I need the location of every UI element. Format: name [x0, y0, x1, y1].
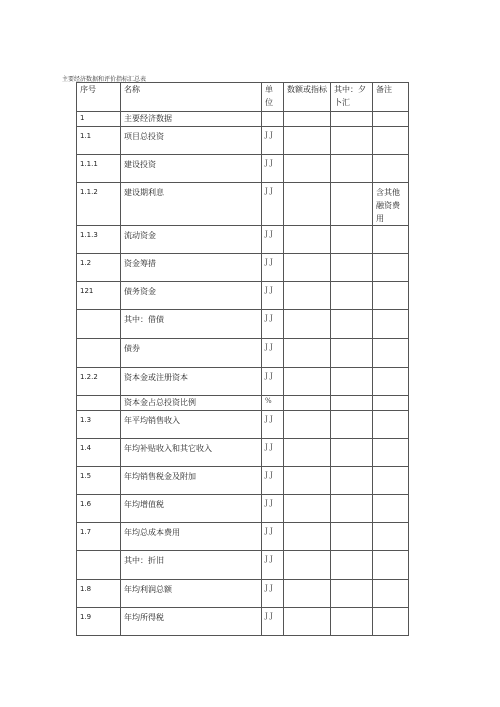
row-name: 主要经济数据 [121, 112, 262, 127]
row-amount [284, 155, 331, 183]
row-amount [284, 112, 331, 127]
row-sub [331, 467, 373, 495]
row-seq: 1 [77, 112, 121, 127]
row-sub [331, 439, 373, 467]
row-seq: 1.9 [77, 608, 121, 636]
header-sub: 其中：夕卜汇 [331, 83, 373, 112]
row-name: 年均总成本费用 [121, 523, 262, 551]
row-note [373, 523, 409, 551]
row-note [373, 439, 409, 467]
row-seq: 1.6 [77, 495, 121, 523]
row-unit: J J [262, 608, 284, 636]
row-seq: 1.7 [77, 523, 121, 551]
row-name: 年均利润总额 [121, 580, 262, 608]
row-seq [77, 310, 121, 339]
row-name: 债务资金 [121, 282, 262, 310]
table-body [77, 83, 409, 636]
row-seq: 1.8 [77, 580, 121, 608]
row-amount [284, 495, 331, 523]
summary-table [76, 82, 409, 636]
row-seq: 1.1.3 [77, 226, 121, 254]
row-sub [331, 580, 373, 608]
row-unit: J J [262, 155, 284, 183]
row-unit: J J [262, 310, 284, 339]
row-sub [331, 396, 373, 411]
header-unit: 单位 [262, 83, 284, 112]
row-sub [331, 411, 373, 439]
row-sub [331, 254, 373, 282]
row-amount [284, 254, 331, 282]
row-unit: J J [262, 411, 284, 439]
row-sub [331, 368, 373, 396]
row-sub [331, 495, 373, 523]
row-unit: J J [262, 282, 284, 310]
row-note [373, 112, 409, 127]
row-note [373, 396, 409, 411]
row-unit [262, 112, 284, 127]
row-name: 流动资金 [121, 226, 262, 254]
row-note [373, 467, 409, 495]
row-sub [331, 226, 373, 254]
row-amount [284, 183, 331, 226]
row-sub [331, 339, 373, 368]
row-seq: 121 [77, 282, 121, 310]
row-note [373, 339, 409, 368]
row-seq: 1.3 [77, 411, 121, 439]
header-amount: 数额或指标 [284, 83, 331, 112]
row-amount [284, 608, 331, 636]
row-note [373, 368, 409, 396]
row-note [373, 127, 409, 155]
row-sub [331, 127, 373, 155]
row-unit: J J [262, 127, 284, 155]
row-amount [284, 411, 331, 439]
row-amount [284, 580, 331, 608]
row-seq: 1.1.1 [77, 155, 121, 183]
row-note: 含其他融资费用 [373, 183, 409, 226]
table-row [77, 396, 409, 411]
row-note [373, 411, 409, 439]
table-row [77, 339, 409, 368]
row-sub [331, 523, 373, 551]
table-row [77, 282, 409, 310]
table-row [77, 467, 409, 495]
row-name: 债券 [121, 339, 262, 368]
table-row [77, 183, 409, 226]
row-name: 项目总投资 [121, 127, 262, 155]
row-unit: J J [262, 551, 284, 580]
row-amount [284, 282, 331, 310]
row-name: 其中：折旧 [121, 551, 262, 580]
row-note [373, 310, 409, 339]
table-row [77, 368, 409, 396]
row-note [373, 580, 409, 608]
row-name: 年均补贴收入和其它收入 [121, 439, 262, 467]
table-row [77, 580, 409, 608]
row-unit: J J [262, 368, 284, 396]
row-seq [77, 339, 121, 368]
row-seq: 1.4 [77, 439, 121, 467]
row-note [373, 226, 409, 254]
table-row [77, 155, 409, 183]
table-row [77, 127, 409, 155]
row-unit: J J [262, 467, 284, 495]
row-name: 资本金占总投资比例 [121, 396, 262, 411]
row-unit: J J [262, 439, 284, 467]
row-name: 其中：借债 [121, 310, 262, 339]
header-row [77, 83, 409, 112]
row-name: 建设期利息 [121, 183, 262, 226]
row-note [373, 282, 409, 310]
row-unit: J J [262, 523, 284, 551]
row-sub [331, 282, 373, 310]
row-name: 资本金或注册资本 [121, 368, 262, 396]
row-amount [284, 310, 331, 339]
header-note: 备注 [373, 83, 409, 112]
row-unit: % [262, 396, 284, 411]
row-sub [331, 608, 373, 636]
header-seq: 序号 [77, 83, 121, 112]
row-name: 建设投资 [121, 155, 262, 183]
row-seq: 1.5 [77, 467, 121, 495]
table-row [77, 112, 409, 127]
table-caption: 主要经济数据和评价指标汇总表 [62, 76, 147, 83]
row-unit: J J [262, 254, 284, 282]
row-unit: J J [262, 495, 284, 523]
row-name: 资金筹措 [121, 254, 262, 282]
row-unit: J J [262, 339, 284, 368]
row-amount [284, 467, 331, 495]
row-note [373, 551, 409, 580]
row-amount [284, 439, 331, 467]
row-note [373, 608, 409, 636]
row-sub [331, 183, 373, 226]
row-name: 年均所得税 [121, 608, 262, 636]
row-amount [284, 523, 331, 551]
row-unit: J J [262, 226, 284, 254]
row-seq: 1.2 [77, 254, 121, 282]
row-amount [284, 226, 331, 254]
table-row [77, 495, 409, 523]
table-row [77, 411, 409, 439]
table-row [77, 310, 409, 339]
table-row [77, 523, 409, 551]
row-seq [77, 551, 121, 580]
row-name: 年平均销售收入 [121, 411, 262, 439]
header-name: 名称 [121, 83, 262, 112]
row-unit: J J [262, 183, 284, 226]
row-note [373, 155, 409, 183]
row-note [373, 495, 409, 523]
table-row [77, 254, 409, 282]
row-name: 年均销售税金及附加 [121, 467, 262, 495]
row-sub [331, 310, 373, 339]
row-seq: 1.1.2 [77, 183, 121, 226]
row-seq [77, 396, 121, 411]
row-sub [331, 155, 373, 183]
row-amount [284, 339, 331, 368]
row-seq: 1.2.2 [77, 368, 121, 396]
row-amount [284, 368, 331, 396]
row-note [373, 254, 409, 282]
row-amount [284, 127, 331, 155]
row-sub [331, 551, 373, 580]
row-amount [284, 551, 331, 580]
row-amount [284, 396, 331, 411]
row-sub [331, 112, 373, 127]
table-row [77, 439, 409, 467]
row-unit: J J [262, 580, 284, 608]
table-row [77, 608, 409, 636]
table-row [77, 551, 409, 580]
row-seq: 1.1 [77, 127, 121, 155]
table-row [77, 226, 409, 254]
row-name: 年均增值税 [121, 495, 262, 523]
